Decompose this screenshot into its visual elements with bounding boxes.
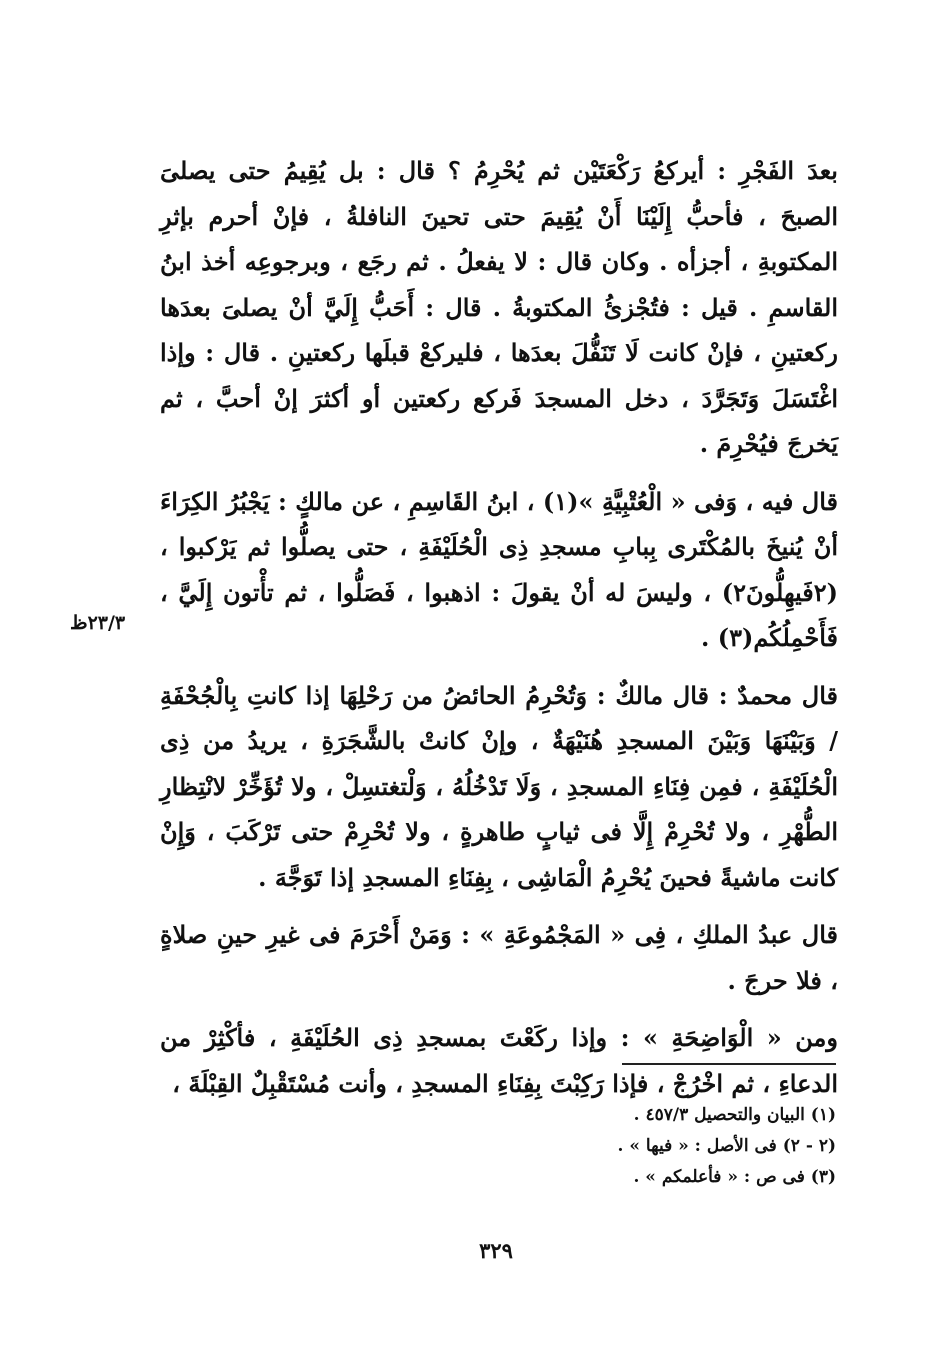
footnotes [500, 1100, 836, 1193]
paragraph-2: قال فيه ، وَفى « الْعُتْبِيَّةِ »(١) ، ابنُ القَاسِمِ ، عن مالكٍ : يَجْبُرُ الكِرَاءَ أنْ يُنيخَ بالمُكْتَرى بِبابِ مسجدِ ذِى الْحُلَيْفَةِ ، حتى يصلُّوا ثم يَرْكبوا ، (٢فَيهِلُّونَ٢) ، وليسَ له أنْ يقولَ : اذهبوا ، فَصَلُّوا ، ثم تأْتون إِلَيَّ ، فَأَحْمِلُكُم(٣) . [160, 486, 838, 652]
paragraph-3: قال محمدٌ : قال مالكٌ : وَتُحْرِمُ الحائضُ من رَحْلِهَا إذا كانتِ بِالْجُحْفَةِ / وَبَيْنَهَا وَبَيْنَ المسجدِ هُنَيْهَةٌ ، وإنْ كانتْ بالشَّجَرَةِ ، يريدُ من ذِى الْحُلَيْفَةِ ، فمِن فِنَاءِ المسجدِ ، وَلَا تَدْخُلُهُ ، وَلْتغتسِلْ ، ولا تُؤَخِّرْ لانْتِظارِ الطُّهْرِ ، ولا تُحْرِمْ إِلَّا فى ثيابٍ طاهرةٍ ، ولا تُحْرِمْ حتى تَرْكَبَ ، وَإِنْ كانت ماشيةً فحينَ يُحْرِمُ الْمَاشِى ، بِفِنَاءِ المسجدِ إذا تَوَجَّهَ . [160, 680, 838, 892]
footnote-1: (١) البيان والتحصيل ٤٥٧/٣ . [633, 1105, 836, 1125]
paragraph-4: قال عبدُ الملكِ ، فِى « المَجْمُوعَةِ » : وَمَنْ أَحْرَمَ فى غيرِ حينِ صلاةٍ ، فلا حرجَ . [160, 920, 838, 995]
page-number: ٣٢٩ [479, 1238, 513, 1263]
footnote-3: (٣) فى ص : « فأعلمكم » . [633, 1167, 836, 1187]
margin-folio-reference: ٢٣/٣ظ [70, 612, 126, 634]
footnote-2: (٢ - ٢) فى الأصل : « فيها » . [617, 1136, 836, 1156]
main-text [160, 148, 838, 1106]
footnote-divider [622, 1063, 836, 1065]
paragraph-5: ومن « الْوَاضِحَةِ » : وإذا ركَعْتَ بمسجدِ ذِى الحُلَيْفَةِ ، فأكْثِرْ من الدعاءِ ، ثم اخْرُجْ ، فإذا رَكِبْتَ بِفِنَاءِ المسجدِ ، وأنت مُسْتَقْبِلٌ القِبْلَةَ ، [160, 1023, 838, 1098]
paragraph-1: بعدَ الفَجْرِ : أيركعُ رَكْعَتَيْن ثم يُحْرِمُ ؟ قال : بل يُقِيمُ حتى يصلىَ الصبحَ ، فأحبُّ إِلَيْنَا أَنْ يُقِيمَ حتى تحينَ النافلةُ ، فإنْ أحرم بإثرِ المكتوبةِ ، أجزأه . وكان قال : لا يفعلُ . ثم رجَع ، وبرجوعِه أخذ ابنُ القاسمِ . قيل : فتُجْزئُ المكتوبةُ . قال : أَحَبُّ إِلَيَّ أنْ يصلىَ بعدَها ركعتينِ ، فإنْ كانت لَا تَنَفُّلَ بعدَها ، فليركعْ قبلَها ركعتينِ . قال : وإذا اغْتَسَلَ وَتَجَرَّدَ ، دخل المسجدَ فَركع ركعتين أو أكثرَ إنْ أحبَّ ، ثم يَخرجَ فيُحْرِمَ . [160, 156, 838, 458]
